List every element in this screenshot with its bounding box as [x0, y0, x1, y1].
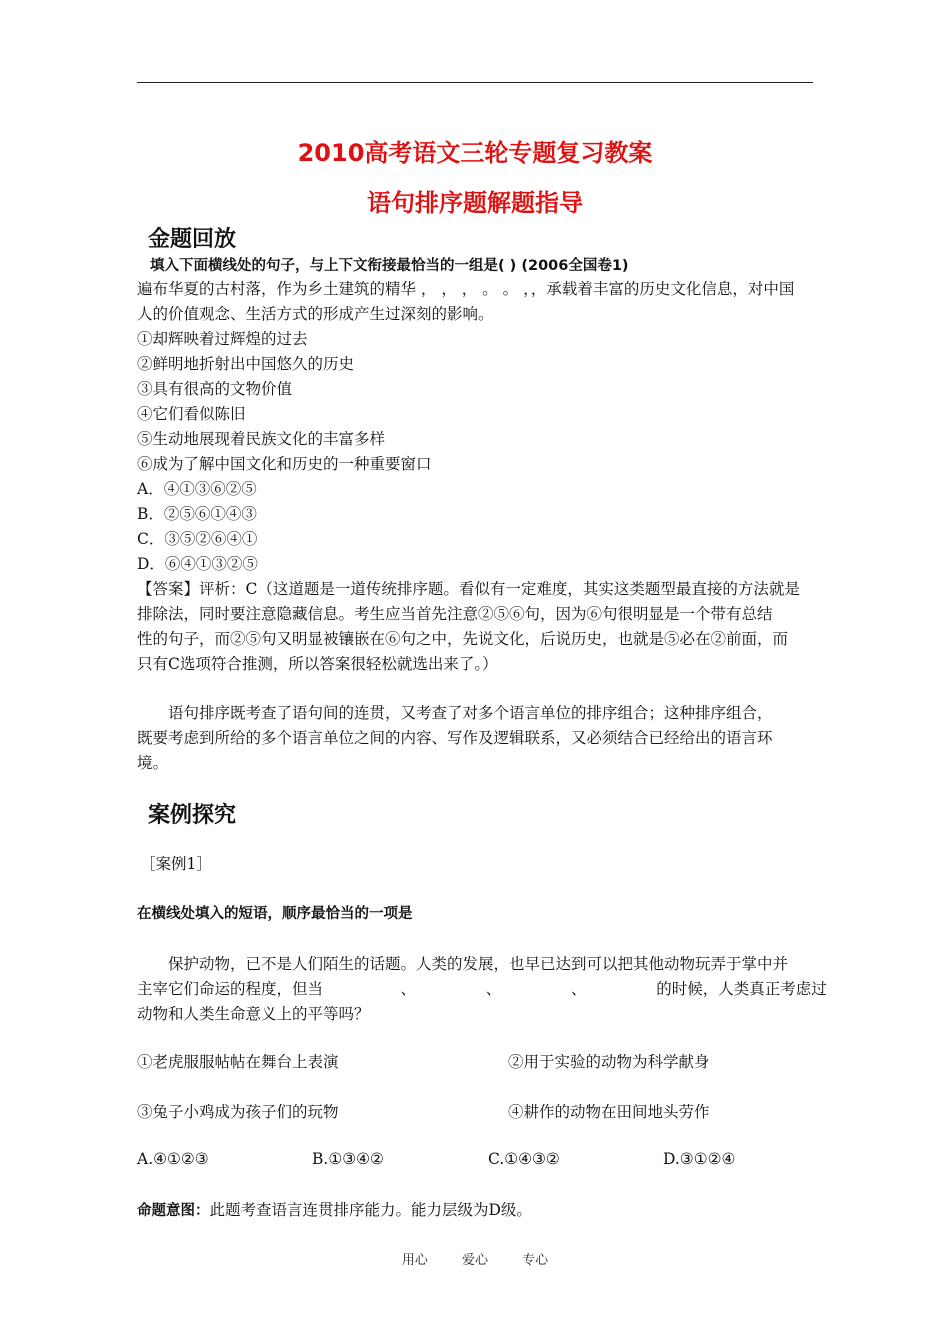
footer-word: 用心 — [401, 1253, 428, 1268]
answer-line: 排除法，同时要注意隐藏信息。考生应当首先注意②⑤⑥句，因为⑥句很明显是一个带有总结 — [137, 605, 773, 623]
case-label: ［案例1］ — [140, 855, 212, 873]
passage-line: 人的价值观念、生活方式的形成产生过深刻的影响。 — [137, 305, 494, 323]
sentence-item: ③具有很高的文物价值 — [137, 380, 293, 398]
phrase-choice: ②用于实验的动物为科学献身 — [508, 1053, 710, 1071]
passage-line: 遍布华夏的古村落，作为乡土建筑的精华 ， ， ， 。 。 ，，承载着丰富的历史文化信息，对中国 — [137, 280, 795, 298]
section-heading-cases: 案例探究 — [148, 803, 237, 828]
page-footer — [0, 1249, 950, 1268]
option-d: D．⑥④①③②⑤ — [137, 555, 258, 573]
option-a: A．④①③⑥②⑤ — [137, 480, 257, 498]
case-option-d: D.③①②④ — [663, 1150, 736, 1168]
intent-line — [137, 1198, 532, 1220]
summary-line: 既要考虑到所给的多个语言单位之间的内容、写作及逻辑联系，又必须结合已经给出的语言环 — [137, 729, 773, 747]
intent-text: 此题考查语言连贯排序能力。能力层级为D级。 — [209, 1201, 532, 1219]
sentence-item: ④它们看似陈旧 — [137, 405, 246, 423]
case-instruction: 在横线处填入的短语，顺序最恰当的一项是 — [137, 906, 413, 922]
case-passage-line: 主宰它们命运的程度，但当 、 、 、 的时候，人类真正考虑过 — [137, 980, 827, 998]
phrase-choice: ①老虎服服帖帖在舞台上表演 — [137, 1053, 339, 1071]
option-b: B．②⑤⑥①④③ — [137, 505, 257, 523]
answer-line: 【答案】评析：C（这道题是一道传统排序题。看似有一定难度，其实这类题型最直接的方法就是 — [137, 580, 800, 598]
section-heading-review: 金题回放 — [148, 227, 237, 252]
sentence-item: ⑤生动地展现着民族文化的丰富多样 — [137, 430, 386, 448]
summary-line: 境。 — [137, 754, 169, 772]
answer-line: 性的句子，而②⑤句又明显被镶嵌在⑥句之中，先说文化，后说历史，也就是⑤必在②前面，而 — [137, 630, 789, 648]
case-option-c: C.①④③② — [488, 1150, 560, 1168]
phrase-choice: ③兔子小鸡成为孩子们的玩物 — [137, 1103, 339, 1121]
intent-label: 命题意图： — [137, 1203, 210, 1219]
case-passage-line: 动物和人类生命意义上的平等吗？ — [137, 1005, 370, 1023]
sentence-item: ⑥成为了解中国文化和历史的一种重要窗口 — [137, 455, 432, 473]
phrase-choice: ④耕作的动物在田间地头劳作 — [508, 1103, 710, 1121]
case-option-b: B.①③④② — [312, 1150, 384, 1168]
case-option-a: A.④①②③ — [137, 1150, 209, 1168]
footer-word: 爱心 — [461, 1253, 488, 1268]
option-c: C．③⑤②⑥④① — [137, 530, 258, 548]
page-subtitle: 语句排序题解题指导 — [367, 189, 583, 217]
header-rule — [137, 82, 813, 83]
sentence-item: ①却辉映着过辉煌的过去 — [137, 330, 308, 348]
footer-word: 专心 — [522, 1253, 549, 1268]
sentence-item: ②鲜明地折射出中国悠久的历史 — [137, 355, 355, 373]
summary-line: 语句排序既考查了语句间的连贯，又考查了对多个语言单位的排序组合；这种排序组合， — [168, 704, 773, 722]
page-title: 2010高考语文三轮专题复习教案 — [297, 139, 653, 167]
question-prompt: 填入下面横线处的句子，与上下文衔接最恰当的一组是( ) (2006全国卷1) — [150, 258, 629, 274]
case-passage-line: 保护动物，已不是人们陌生的话题。人类的发展，也早已达到可以把其他动物玩弄于掌中并 — [168, 955, 789, 973]
answer-line: 只有C选项符合推测，所以答案很轻松就选出来了。） — [137, 655, 498, 673]
